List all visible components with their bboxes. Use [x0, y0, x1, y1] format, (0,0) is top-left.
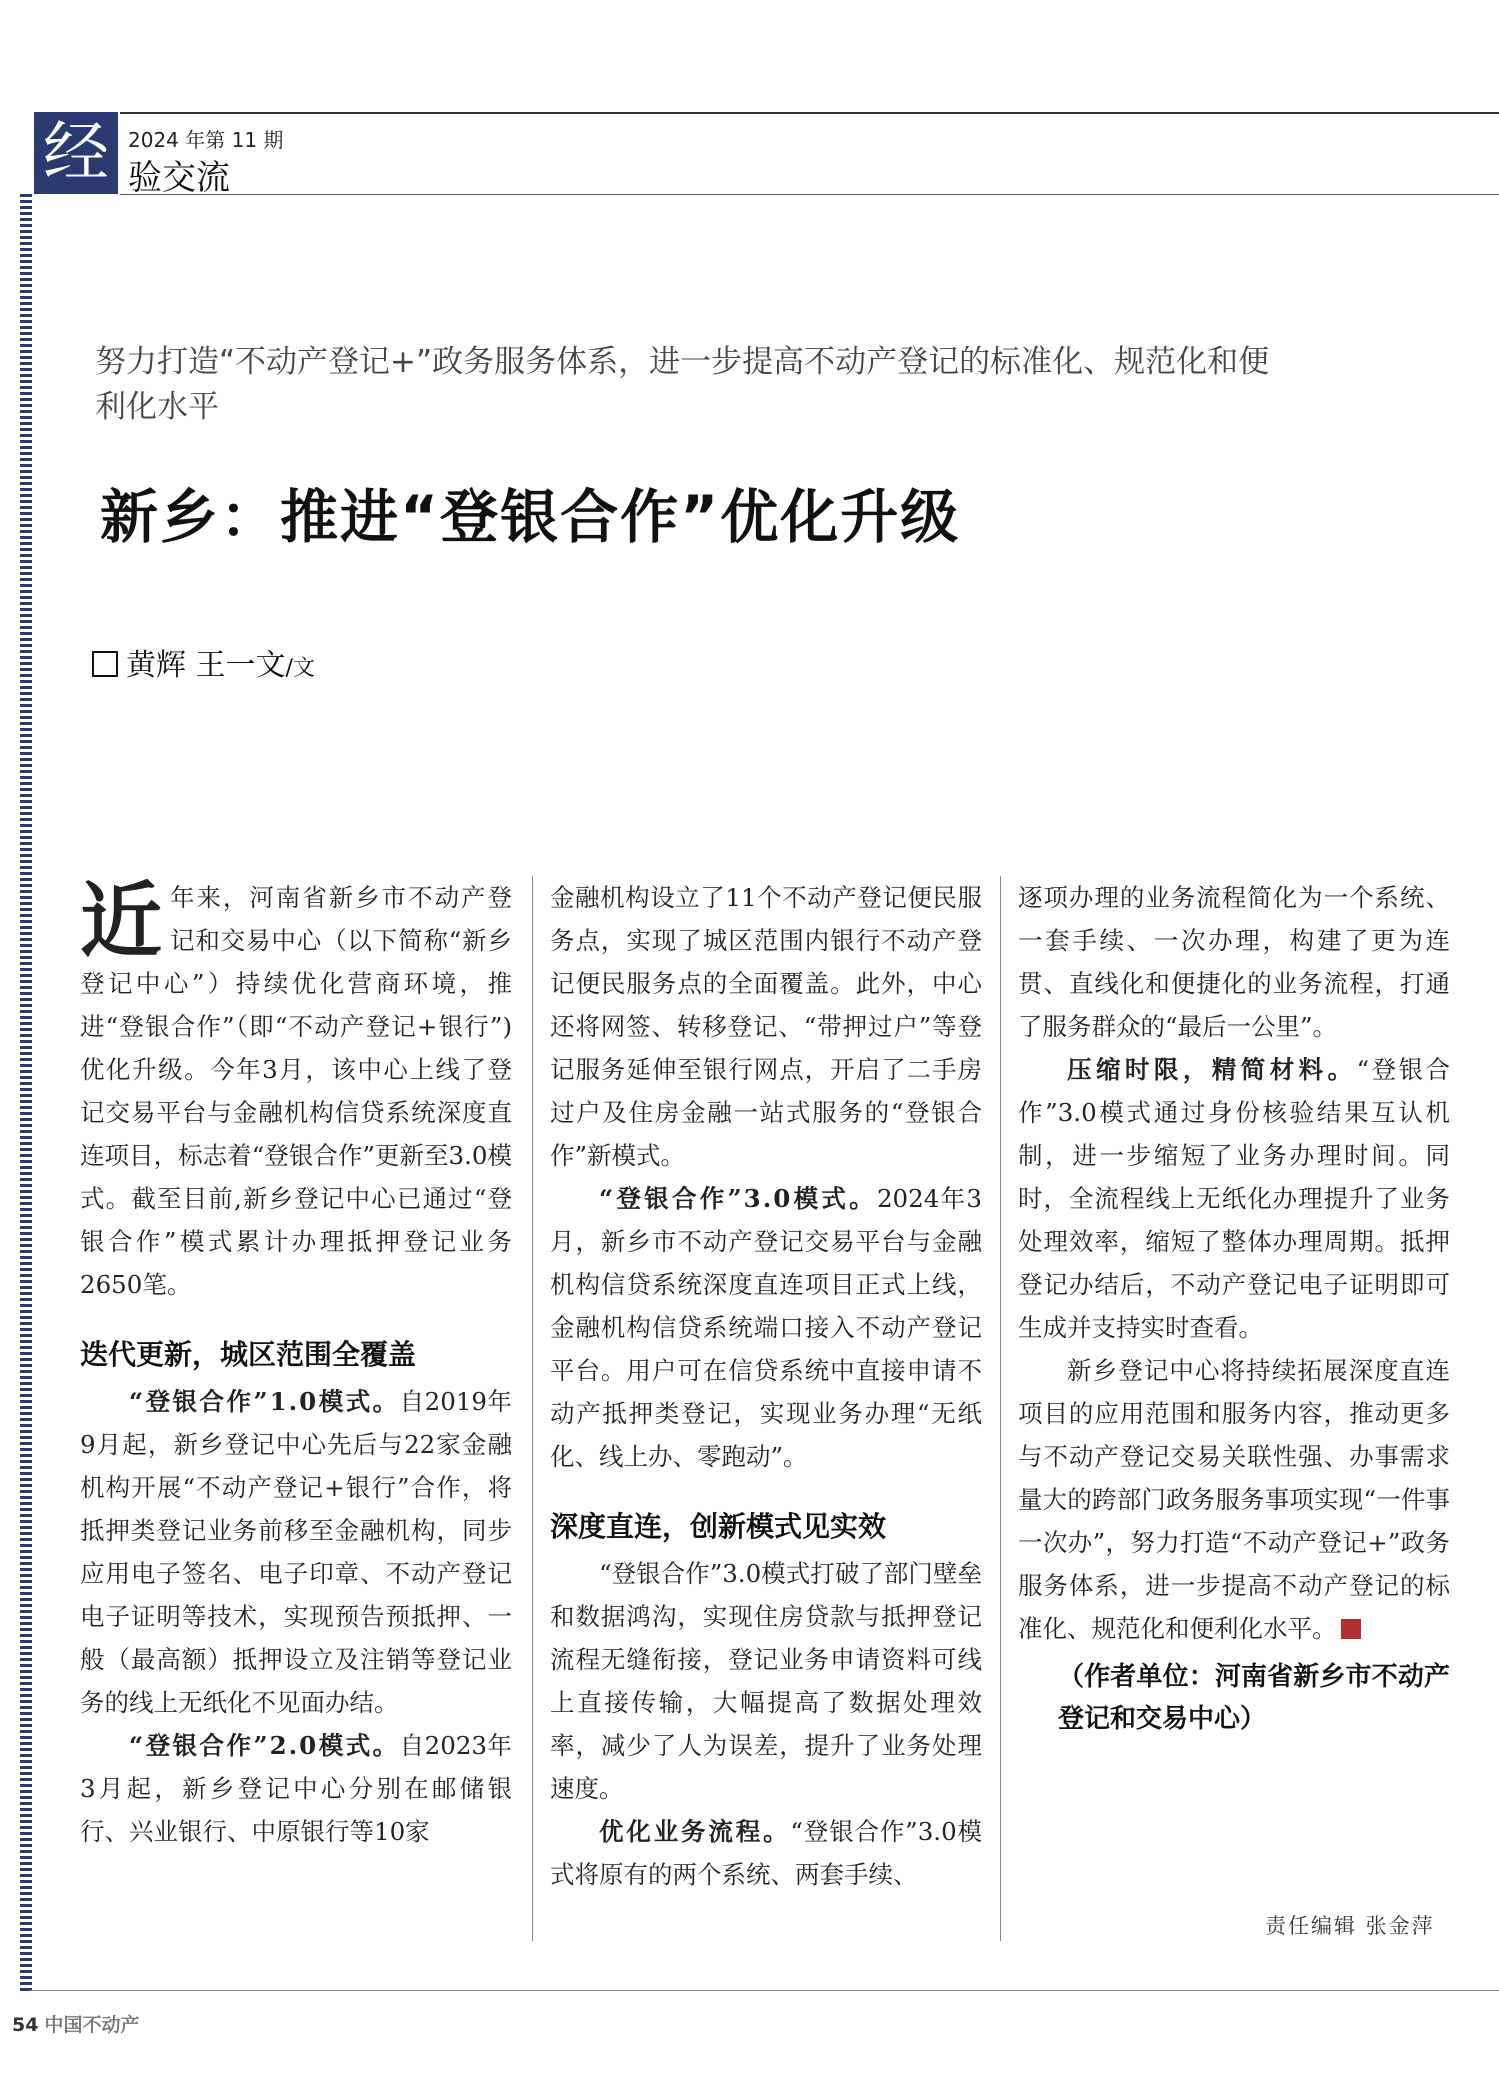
- article-title: 新乡：推进“登银合作”优化升级: [100, 483, 961, 551]
- paragraph-flow: 优化业务流程。“登银合作”3.0模式将原有的两个系统、两套手续、: [550, 1817, 982, 1889]
- paragraph-final: 新乡登记中心将持续拓展深度直连项目的应用范围和服务内容，推动更多与不动产登记交易关联性强、办事需求量大的跨部门政务服务事项实现“一件事一次办”，努力打造“不动产登记+”政务服务体系，进一步提高不动产登记的标准化、规范化和便利化水平。: [1018, 1356, 1450, 1643]
- header-section-rule: [120, 194, 1499, 195]
- text-column-3: [1018, 876, 1450, 1946]
- article-subtitle: 努力打造“不动产登记+”政务服务体系，进一步提高不动产登记的标准化、规范化和便利化水平: [95, 344, 1270, 425]
- byline: [92, 640, 315, 684]
- page-number: 54: [12, 2014, 39, 2036]
- paragraph-flow-continued: 逐项办理的业务流程简化为一个系统、一套手续、一次办理，构建了更为连贯、直线化和便捷化的业务流程，打通了服务群众的“最后一公里”。: [1018, 883, 1450, 1041]
- paragraph-section2: “登银合作”3.0模式打破了部门壁垒和数据鸿沟，实现住房贷款与抵押登记流程无缝衔接，登记业务申请资料可线上直接传输，大幅提高了数据处理效率，减少了人为误差，提升了业务处理速度。: [550, 1559, 982, 1803]
- header-top-rule: [120, 112, 1499, 114]
- column-badge: 经: [34, 112, 118, 194]
- paragraph-v2-continued: 金融机构设立了11个不动产登记便民服务点，实现了城区范围内银行不动产登记便民服务点的全面覆盖。此外，中心还将网签、转移登记、“带押过户”等登记服务延伸至银行网点，开启了二手房过户及住房金融一站式服务的“登银合作”新模式。: [550, 883, 982, 1170]
- magazine-name: 中国不动产: [44, 2014, 140, 2036]
- author-affiliation: （作者单位：河南省新乡市不动产登记和交易中心）: [1058, 1662, 1450, 1734]
- left-decorative-rail: [20, 194, 32, 1994]
- column-divider: [532, 876, 533, 1941]
- intro-paragraph: 近年来，河南省新乡市不动产登记和交易中心（以下简称“新乡登记中心”）持续优化营商环境，推进“登银合作”（即“不动产登记+银行”)优化升级。今年3月，该中心上线了登记交易平台与金融机构信贷系统深度直连项目，标志着“登银合作”更新至3.0模式。截至目前,新乡登记中心已通过“登银合作”模式累计办理抵押登记业务2650笔。: [80, 876, 512, 1299]
- paragraph-time: 压缩时限，精简材料。“登银合作”3.0模式通过身份核验结果互认机制，进一步缩短了业务办理时间。同时，全流程线上无纸化办理提升了业务处理效率，缩短了整体办理周期。抵押登记办结后，不动产登记电子证明即可生成并支持实时查看。: [1018, 1055, 1450, 1342]
- page-folio: [12, 2010, 139, 2037]
- text-column-2: [550, 876, 982, 1946]
- paragraph-v3: “登银合作”3.0模式。2024年3月，新乡市不动产登记交易平台与金融机构信贷系统深度直连项目正式上线，金融机构信贷系统端口接入不动产登记平台。用户可在信贷系统中直接申请不动产抵押类登记，实现业务办理“无纸化、线上办、零跑动”。: [550, 1184, 982, 1471]
- footer-rule: [30, 1990, 1499, 1991]
- paragraph-v2: “登银合作”2.0模式。自2023年3月起，新乡登记中心分别在邮储银行、兴业银行、中原银行等10家: [80, 1731, 512, 1846]
- issue-label: 2024 年第 11 期: [128, 128, 284, 152]
- paragraph-v1: “登银合作”1.0模式。自2019年9月起，新乡登记中心先后与22家金融机构开展“不动产登记+银行”合作，将抵押类登记业务前移至金融机构，同步应用电子签名、电子印章、不动产登记电子证明等技术，实现预告预抵押、一般（最高额）抵押设立及注销等登记业务的线上无纸化不见面办结。: [80, 1387, 512, 1717]
- byline-suffix: /文: [285, 656, 315, 681]
- column-name: 验交流: [128, 158, 230, 198]
- drop-cap: 近: [80, 876, 163, 969]
- text-column-1: [80, 876, 512, 1946]
- byline-box-icon: [92, 651, 118, 677]
- section-heading-1: 迭代更新，城区范围全覆盖: [80, 1338, 417, 1371]
- section-heading-2: 深度直连，创新模式见实效: [550, 1510, 887, 1543]
- responsible-editor: 责任编辑 张金萍: [1265, 1914, 1435, 1938]
- end-mark-icon: [1341, 1619, 1361, 1639]
- column-divider: [1000, 876, 1001, 1941]
- byline-authors: 黄辉 王一文: [126, 648, 286, 683]
